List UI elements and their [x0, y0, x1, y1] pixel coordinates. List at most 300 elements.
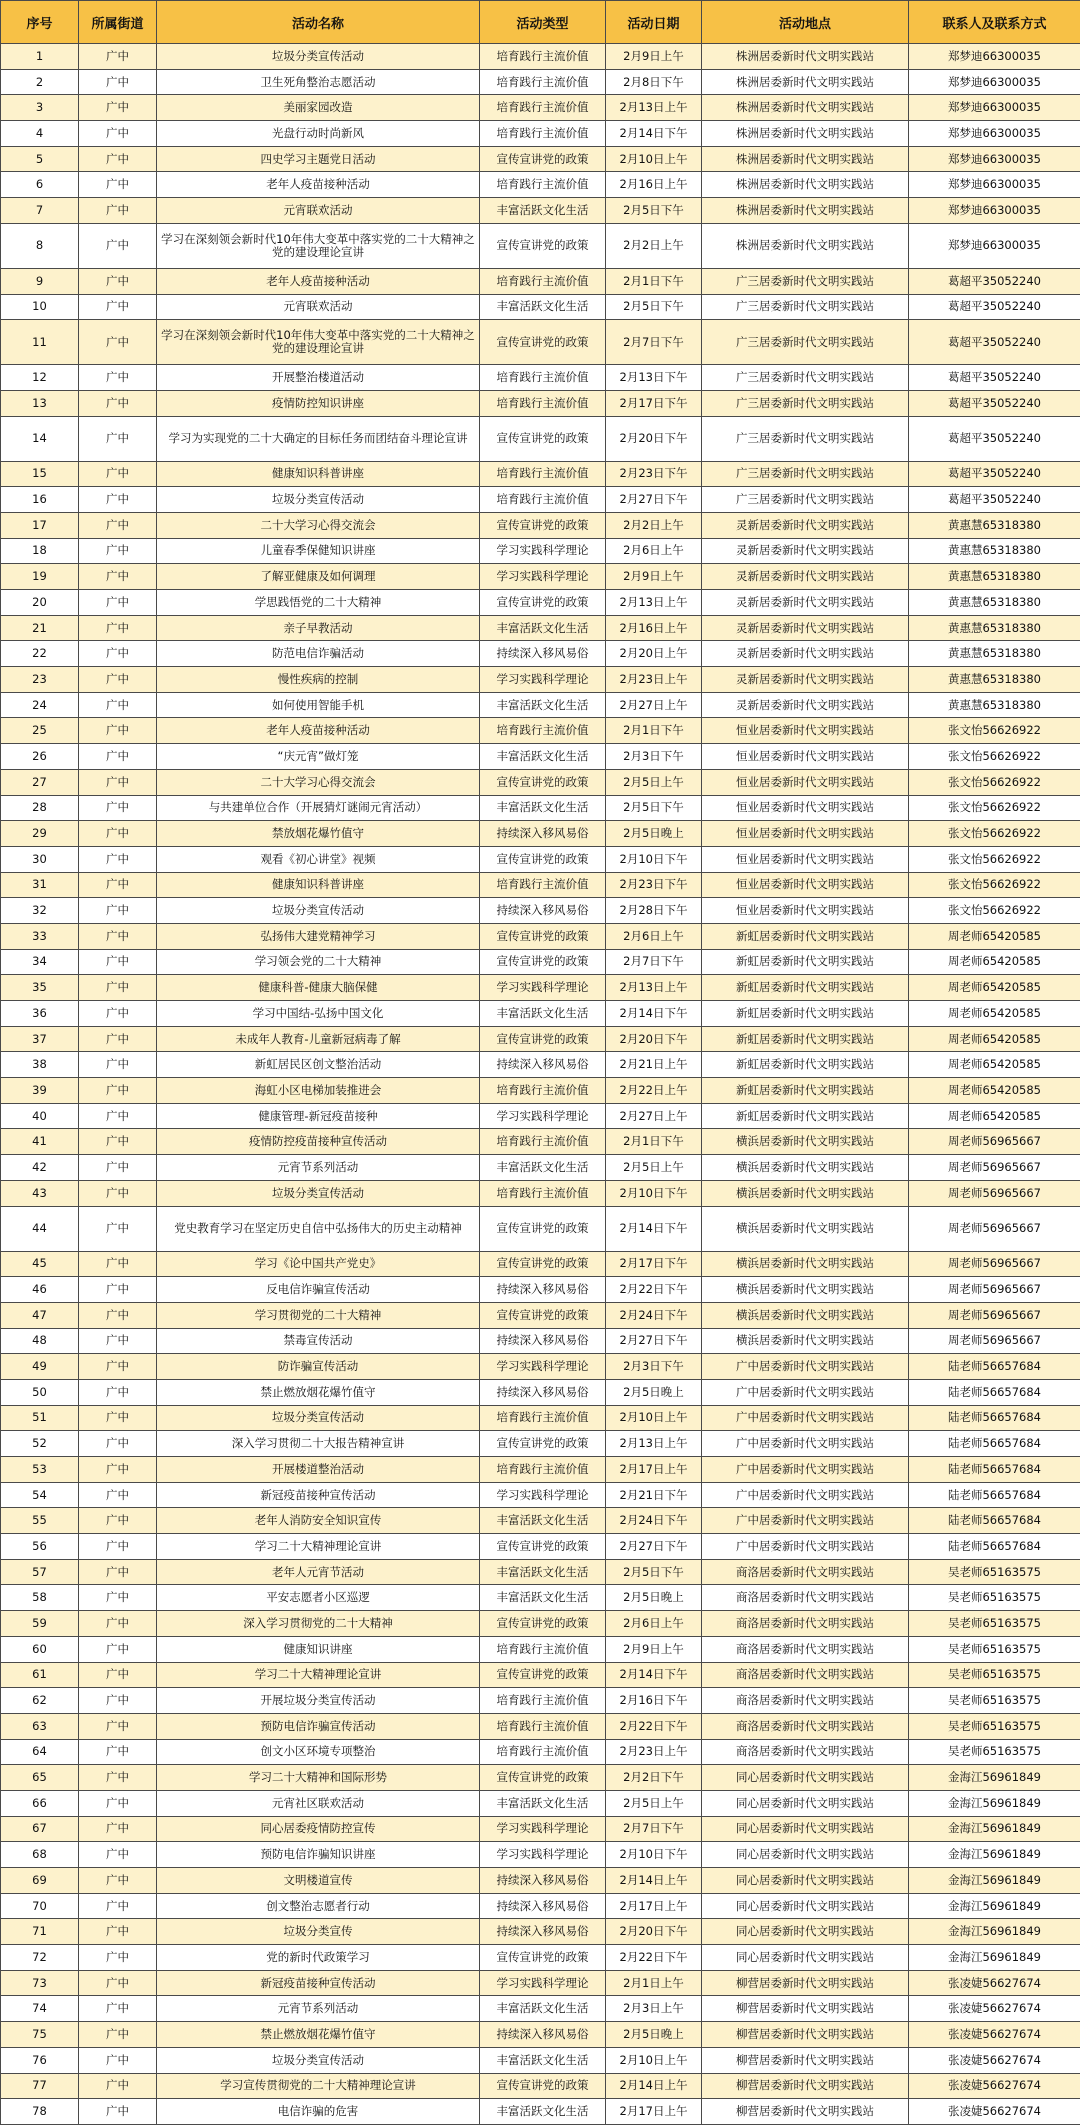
cell-street: 广中 [79, 1970, 157, 1996]
table-row [1, 641, 1080, 667]
cell-activity-date: 2月1日下午 [606, 718, 702, 744]
cell-activity-type: 宣传宣讲党的政策 [480, 1611, 606, 1637]
cell-street: 广中 [79, 172, 157, 198]
table-row [1, 795, 1080, 821]
cell-activity-name: 学习宣传贯彻党的二十大精神理论宣讲 [157, 2073, 480, 2099]
cell-activity-type: 宣传宣讲党的政策 [480, 1206, 606, 1251]
cell-street: 广中 [79, 1302, 157, 1328]
cell-activity-type: 学习实践科学理论 [480, 564, 606, 590]
cell-contact: 黄惠慧65318380 [909, 512, 1080, 538]
cell-contact: 黄惠慧65318380 [909, 641, 1080, 667]
cell-street: 广中 [79, 1457, 157, 1483]
cell-index: 49 [1, 1354, 79, 1380]
cell-contact: 张凌婕56627674 [909, 2022, 1080, 2048]
cell-index: 30 [1, 846, 79, 872]
cell-activity-type: 丰富活跃文化生活 [480, 1155, 606, 1181]
cell-street: 广中 [79, 795, 157, 821]
cell-street: 广中 [79, 1129, 157, 1155]
cell-street: 广中 [79, 1611, 157, 1637]
cell-contact: 金海江56961849 [909, 1816, 1080, 1842]
cell-activity-name: 同心居委疫情防控宣传 [157, 1816, 480, 1842]
table-row [1, 2073, 1080, 2099]
cell-activity-type: 持续深入移风易俗 [480, 1277, 606, 1303]
cell-activity-name: 开展整治楼道活动 [157, 365, 480, 391]
cell-activity-name: 预防电信诈骗知识讲座 [157, 1842, 480, 1868]
cell-contact: 周老师65420585 [909, 975, 1080, 1001]
cell-index: 41 [1, 1129, 79, 1155]
cell-index: 57 [1, 1559, 79, 1585]
cell-activity-location: 横浜居委新时代文明实践站 [702, 1129, 909, 1155]
cell-activity-type: 宣传宣讲党的政策 [480, 1302, 606, 1328]
cell-activity-name: 深入学习贯彻党的二十大精神 [157, 1611, 480, 1637]
cell-activity-type: 丰富活跃文化生活 [480, 198, 606, 224]
cell-street: 广中 [79, 69, 157, 95]
cell-activity-type: 丰富活跃文化生活 [480, 1790, 606, 1816]
cell-activity-date: 2月27日下午 [606, 1534, 702, 1560]
table-row [1, 2099, 1080, 2125]
cell-activity-type: 持续深入移风易俗 [480, 1328, 606, 1354]
cell-index: 44 [1, 1206, 79, 1251]
table-body [1, 44, 1080, 2125]
cell-street: 广中 [79, 2047, 157, 2073]
cell-activity-type: 持续深入移风易俗 [480, 1893, 606, 1919]
cell-contact: 葛超平35052240 [909, 461, 1080, 487]
cell-index: 7 [1, 198, 79, 224]
cell-activity-name: 垃圾分类宣传活动 [157, 1405, 480, 1431]
cell-street: 广中 [79, 821, 157, 847]
cell-index: 69 [1, 1868, 79, 1894]
cell-activity-location: 同心居委新时代文明实践站 [702, 1945, 909, 1971]
table-row [1, 223, 1080, 268]
cell-activity-location: 广中居委新时代文明实践站 [702, 1379, 909, 1405]
cell-activity-location: 商洛居委新时代文明实践站 [702, 1662, 909, 1688]
cell-contact: 张文怡56626922 [909, 898, 1080, 924]
cell-activity-name: 老年人消防安全知识宣传 [157, 1508, 480, 1534]
cell-activity-type: 宣传宣讲党的政策 [480, 320, 606, 365]
cell-street: 广中 [79, 898, 157, 924]
cell-street: 广中 [79, 1893, 157, 1919]
cell-activity-name: 老年人元宵节活动 [157, 1559, 480, 1585]
cell-contact: 郑梦迪66300035 [909, 95, 1080, 121]
cell-index: 20 [1, 590, 79, 616]
cell-activity-name: 与共建单位合作（开展猜灯谜闹元宵活动） [157, 795, 480, 821]
table-row [1, 294, 1080, 320]
cell-activity-type: 丰富活跃文化生活 [480, 692, 606, 718]
cell-activity-type: 宣传宣讲党的政策 [480, 512, 606, 538]
cell-index: 24 [1, 692, 79, 718]
cell-activity-type: 宣传宣讲党的政策 [480, 846, 606, 872]
table-row [1, 1611, 1080, 1637]
cell-street: 广中 [79, 1103, 157, 1129]
cell-activity-date: 2月10日上午 [606, 1405, 702, 1431]
cell-activity-name: 开展楼道整治活动 [157, 1457, 480, 1483]
cell-activity-type: 持续深入移风易俗 [480, 641, 606, 667]
table-row [1, 487, 1080, 513]
cell-contact: 黄惠慧65318380 [909, 615, 1080, 641]
cell-activity-type: 宣传宣讲党的政策 [480, 1945, 606, 1971]
cell-index: 37 [1, 1026, 79, 1052]
table-row [1, 692, 1080, 718]
cell-activity-location: 商洛居委新时代文明实践站 [702, 1636, 909, 1662]
cell-activity-name: 创文整治志愿者行动 [157, 1893, 480, 1919]
cell-activity-date: 2月2日上午 [606, 512, 702, 538]
cell-activity-date: 2月28日下午 [606, 898, 702, 924]
cell-street: 广中 [79, 1765, 157, 1791]
cell-index: 16 [1, 487, 79, 513]
table-row [1, 1945, 1080, 1971]
cell-index: 27 [1, 769, 79, 795]
cell-activity-location: 株洲居委新时代文明实践站 [702, 172, 909, 198]
cell-activity-date: 2月3日下午 [606, 744, 702, 770]
cell-street: 广中 [79, 538, 157, 564]
cell-street: 广中 [79, 1688, 157, 1714]
cell-index: 76 [1, 2047, 79, 2073]
cell-activity-date: 2月16日下午 [606, 1688, 702, 1714]
cell-activity-name: 元宵节系列活动 [157, 1155, 480, 1181]
cell-activity-location: 柳营居委新时代文明实践站 [702, 2073, 909, 2099]
cell-activity-name: 老年人疫苗接种活动 [157, 718, 480, 744]
cell-index: 21 [1, 615, 79, 641]
cell-index: 73 [1, 1970, 79, 1996]
cell-street: 广中 [79, 1052, 157, 1078]
table-row [1, 121, 1080, 147]
cell-contact: 黄惠慧65318380 [909, 590, 1080, 616]
cell-index: 31 [1, 872, 79, 898]
table-row [1, 1713, 1080, 1739]
cell-contact: 郑梦迪66300035 [909, 198, 1080, 224]
cell-contact: 陆老师56657684 [909, 1482, 1080, 1508]
cell-index: 25 [1, 718, 79, 744]
cell-activity-date: 2月20日上午 [606, 641, 702, 667]
cell-activity-name: 垃圾分类宣传活动 [157, 2047, 480, 2073]
cell-activity-name: 党的新时代政策学习 [157, 1945, 480, 1971]
cell-activity-date: 2月9日上午 [606, 564, 702, 590]
table-row [1, 172, 1080, 198]
cell-activity-location: 广三居委新时代文明实践站 [702, 416, 909, 461]
cell-index: 60 [1, 1636, 79, 1662]
cell-activity-name: 学习二十大精神理论宣讲 [157, 1534, 480, 1560]
table-row [1, 320, 1080, 365]
cell-activity-name: 元宵联欢活动 [157, 198, 480, 224]
cell-index: 33 [1, 923, 79, 949]
cell-index: 72 [1, 1945, 79, 1971]
cell-activity-name: 防范电信诈骗活动 [157, 641, 480, 667]
cell-index: 54 [1, 1482, 79, 1508]
cell-activity-type: 培育践行主流价值 [480, 872, 606, 898]
cell-activity-date: 2月9日上午 [606, 1636, 702, 1662]
cell-activity-location: 横浜居委新时代文明实践站 [702, 1251, 909, 1277]
cell-activity-location: 恒业居委新时代文明实践站 [702, 718, 909, 744]
cell-street: 广中 [79, 1945, 157, 1971]
cell-activity-name: 健康知识科普讲座 [157, 872, 480, 898]
cell-street: 广中 [79, 95, 157, 121]
cell-activity-name: 电信诈骗的危害 [157, 2099, 480, 2125]
cell-activity-location: 同心居委新时代文明实践站 [702, 1790, 909, 1816]
cell-activity-location: 广三居委新时代文明实践站 [702, 268, 909, 294]
cell-street: 广中 [79, 416, 157, 461]
cell-contact: 陆老师56657684 [909, 1431, 1080, 1457]
cell-contact: 陆老师56657684 [909, 1379, 1080, 1405]
cell-activity-location: 广中居委新时代文明实践站 [702, 1508, 909, 1534]
cell-index: 32 [1, 898, 79, 924]
cell-activity-type: 培育践行主流价值 [480, 1129, 606, 1155]
cell-activity-date: 2月7日下午 [606, 320, 702, 365]
cell-street: 广中 [79, 590, 157, 616]
cell-activity-date: 2月23日下午 [606, 872, 702, 898]
cell-activity-location: 株洲居委新时代文明实践站 [702, 69, 909, 95]
cell-street: 广中 [79, 667, 157, 693]
cell-activity-location: 新虹居委新时代文明实践站 [702, 1078, 909, 1104]
cell-index: 1 [1, 44, 79, 70]
cell-activity-date: 2月27日上午 [606, 692, 702, 718]
cell-index: 65 [1, 1765, 79, 1791]
table-row [1, 1790, 1080, 1816]
cell-activity-location: 新虹居委新时代文明实践站 [702, 1103, 909, 1129]
cell-contact: 周老师56965667 [909, 1302, 1080, 1328]
cell-activity-date: 2月20日下午 [606, 1026, 702, 1052]
cell-street: 广中 [79, 1001, 157, 1027]
cell-street: 广中 [79, 1431, 157, 1457]
cell-activity-name: 元宵节系列活动 [157, 1996, 480, 2022]
cell-contact: 郑梦迪66300035 [909, 121, 1080, 147]
cell-activity-date: 2月24日下午 [606, 1302, 702, 1328]
cell-activity-location: 广中居委新时代文明实践站 [702, 1431, 909, 1457]
cell-activity-name: 禁止燃放烟花爆竹值守 [157, 2022, 480, 2048]
cell-contact: 葛超平35052240 [909, 487, 1080, 513]
table-row [1, 821, 1080, 847]
cell-activity-name: 四史学习主题党日活动 [157, 146, 480, 172]
table-row [1, 1868, 1080, 1894]
cell-activity-type: 培育践行主流价值 [480, 390, 606, 416]
cell-street: 广中 [79, 1508, 157, 1534]
cell-activity-type: 宣传宣讲党的政策 [480, 416, 606, 461]
cell-street: 广中 [79, 512, 157, 538]
cell-activity-location: 新虹居委新时代文明实践站 [702, 1026, 909, 1052]
table-row [1, 1354, 1080, 1380]
cell-street: 广中 [79, 44, 157, 70]
cell-index: 66 [1, 1790, 79, 1816]
table-row [1, 1662, 1080, 1688]
cell-activity-name: 健康科普-健康大脑保健 [157, 975, 480, 1001]
cell-activity-date: 2月27日上午 [606, 1103, 702, 1129]
cell-activity-type: 培育践行主流价值 [480, 44, 606, 70]
cell-activity-name: 学习《论中国共产党史》 [157, 1251, 480, 1277]
cell-contact: 陆老师56657684 [909, 1534, 1080, 1560]
cell-index: 23 [1, 667, 79, 693]
cell-activity-location: 广中居委新时代文明实践站 [702, 1482, 909, 1508]
cell-street: 广中 [79, 1739, 157, 1765]
cell-street: 广中 [79, 365, 157, 391]
cell-contact: 葛超平35052240 [909, 268, 1080, 294]
cell-activity-date: 2月21日上午 [606, 1052, 702, 1078]
cell-activity-date: 2月27日下午 [606, 1328, 702, 1354]
cell-index: 19 [1, 564, 79, 590]
header-activity-location: 活动地点 [702, 1, 909, 44]
cell-street: 广中 [79, 121, 157, 147]
cell-activity-date: 2月14日上午 [606, 2073, 702, 2099]
cell-contact: 郑梦迪66300035 [909, 223, 1080, 268]
cell-street: 广中 [79, 1996, 157, 2022]
cell-activity-name: 新冠疫苗接种宣传活动 [157, 1482, 480, 1508]
cell-contact: 张文怡56626922 [909, 795, 1080, 821]
cell-activity-type: 丰富活跃文化生活 [480, 615, 606, 641]
table-row [1, 564, 1080, 590]
cell-activity-name: 反电信诈骗宣传活动 [157, 1277, 480, 1303]
table-row [1, 1508, 1080, 1534]
cell-street: 广中 [79, 923, 157, 949]
table-row [1, 1052, 1080, 1078]
cell-street: 广中 [79, 1354, 157, 1380]
table-row [1, 1251, 1080, 1277]
cell-activity-name: 禁毒宣传活动 [157, 1328, 480, 1354]
cell-activity-date: 2月1日上午 [606, 1970, 702, 1996]
cell-index: 78 [1, 2099, 79, 2125]
cell-activity-name: “庆元宵”做灯笼 [157, 744, 480, 770]
cell-activity-date: 2月5日下午 [606, 1559, 702, 1585]
cell-index: 6 [1, 172, 79, 198]
cell-activity-type: 学习实践科学理论 [480, 667, 606, 693]
table-row [1, 1688, 1080, 1714]
cell-activity-name: 元宵联欢活动 [157, 294, 480, 320]
header-contact: 联系人及联系方式 [909, 1, 1080, 44]
cell-index: 75 [1, 2022, 79, 2048]
cell-index: 56 [1, 1534, 79, 1560]
cell-contact: 张文怡56626922 [909, 872, 1080, 898]
cell-index: 14 [1, 416, 79, 461]
cell-street: 广中 [79, 1328, 157, 1354]
table-row [1, 1180, 1080, 1206]
header-activity-name: 活动名称 [157, 1, 480, 44]
cell-activity-name: 学习领会党的二十大精神 [157, 949, 480, 975]
cell-activity-name: 新虹居民区创文整治活动 [157, 1052, 480, 1078]
cell-street: 广中 [79, 975, 157, 1001]
cell-contact: 葛超平35052240 [909, 294, 1080, 320]
cell-activity-type: 持续深入移风易俗 [480, 821, 606, 847]
cell-activity-location: 灵新居委新时代文明实践站 [702, 590, 909, 616]
table-row [1, 512, 1080, 538]
cell-contact: 周老师56965667 [909, 1251, 1080, 1277]
cell-street: 广中 [79, 223, 157, 268]
cell-activity-type: 学习实践科学理论 [480, 975, 606, 1001]
cell-contact: 张凌婕56627674 [909, 1970, 1080, 1996]
cell-contact: 周老师65420585 [909, 923, 1080, 949]
cell-activity-name: 垃圾分类宣传活动 [157, 898, 480, 924]
cell-activity-type: 宣传宣讲党的政策 [480, 1662, 606, 1688]
cell-activity-location: 广三居委新时代文明实践站 [702, 487, 909, 513]
cell-index: 13 [1, 390, 79, 416]
cell-activity-location: 柳营居委新时代文明实践站 [702, 2047, 909, 2073]
cell-activity-location: 株洲居委新时代文明实践站 [702, 198, 909, 224]
cell-activity-name: 二十大学习心得交流会 [157, 769, 480, 795]
table-row [1, 1765, 1080, 1791]
cell-activity-type: 丰富活跃文化生活 [480, 2099, 606, 2125]
table-row [1, 1482, 1080, 1508]
cell-index: 61 [1, 1662, 79, 1688]
cell-contact: 张文怡56626922 [909, 744, 1080, 770]
table-row [1, 1277, 1080, 1303]
cell-street: 广中 [79, 769, 157, 795]
cell-activity-name: 学习贯彻党的二十大精神 [157, 1302, 480, 1328]
cell-street: 广中 [79, 1713, 157, 1739]
cell-activity-location: 新虹居委新时代文明实践站 [702, 1001, 909, 1027]
header-street: 所属街道 [79, 1, 157, 44]
cell-contact: 郑梦迪66300035 [909, 172, 1080, 198]
cell-contact: 黄惠慧65318380 [909, 538, 1080, 564]
header-activity-type: 活动类型 [480, 1, 606, 44]
cell-activity-date: 2月13日上午 [606, 590, 702, 616]
cell-street: 广中 [79, 615, 157, 641]
cell-activity-name: 垃圾分类宣传 [157, 1919, 480, 1945]
cell-activity-name: 禁放烟花爆竹值守 [157, 821, 480, 847]
cell-activity-name: 新冠疫苗接种宣传活动 [157, 1970, 480, 1996]
cell-street: 广中 [79, 744, 157, 770]
cell-street: 广中 [79, 1842, 157, 1868]
cell-activity-type: 持续深入移风易俗 [480, 1868, 606, 1894]
table-row [1, 1636, 1080, 1662]
cell-activity-type: 培育践行主流价值 [480, 172, 606, 198]
cell-activity-location: 商洛居委新时代文明实践站 [702, 1713, 909, 1739]
table-row [1, 1328, 1080, 1354]
cell-index: 59 [1, 1611, 79, 1637]
cell-index: 55 [1, 1508, 79, 1534]
cell-activity-date: 2月17日上午 [606, 1457, 702, 1483]
cell-contact: 周老师56965667 [909, 1206, 1080, 1251]
cell-index: 8 [1, 223, 79, 268]
cell-activity-location: 灵新居委新时代文明实践站 [702, 512, 909, 538]
cell-index: 28 [1, 795, 79, 821]
cell-contact: 周老师56965667 [909, 1328, 1080, 1354]
cell-activity-location: 同心居委新时代文明实践站 [702, 1868, 909, 1894]
cell-activity-location: 柳营居委新时代文明实践站 [702, 2099, 909, 2125]
cell-activity-type: 培育践行主流价值 [480, 1688, 606, 1714]
cell-street: 广中 [79, 2099, 157, 2125]
cell-activity-location: 灵新居委新时代文明实践站 [702, 538, 909, 564]
cell-activity-date: 2月6日上午 [606, 923, 702, 949]
cell-activity-type: 学习实践科学理论 [480, 1354, 606, 1380]
cell-activity-location: 广中居委新时代文明实践站 [702, 1457, 909, 1483]
cell-contact: 黄惠慧65318380 [909, 692, 1080, 718]
cell-activity-location: 株洲居委新时代文明实践站 [702, 146, 909, 172]
cell-contact: 吴老师65163575 [909, 1611, 1080, 1637]
cell-activity-date: 2月5日下午 [606, 294, 702, 320]
cell-activity-location: 同心居委新时代文明实践站 [702, 1816, 909, 1842]
cell-activity-type: 培育践行主流价值 [480, 365, 606, 391]
cell-activity-date: 2月5日晚上 [606, 1379, 702, 1405]
cell-index: 39 [1, 1078, 79, 1104]
cell-activity-name: 光盘行动时尚新风 [157, 121, 480, 147]
cell-index: 11 [1, 320, 79, 365]
cell-activity-location: 柳营居委新时代文明实践站 [702, 1996, 909, 2022]
cell-contact: 张文怡56626922 [909, 821, 1080, 847]
cell-index: 51 [1, 1405, 79, 1431]
cell-activity-date: 2月14日下午 [606, 121, 702, 147]
cell-contact: 张凌婕56627674 [909, 2047, 1080, 2073]
cell-index: 38 [1, 1052, 79, 1078]
cell-activity-date: 2月5日晚上 [606, 821, 702, 847]
table-row [1, 615, 1080, 641]
cell-activity-type: 宣传宣讲党的政策 [480, 1026, 606, 1052]
cell-street: 广中 [79, 1277, 157, 1303]
cell-activity-name: 亲子早教活动 [157, 615, 480, 641]
cell-activity-location: 横浜居委新时代文明实践站 [702, 1206, 909, 1251]
cell-activity-date: 2月22日下午 [606, 1945, 702, 1971]
cell-activity-location: 广中居委新时代文明实践站 [702, 1534, 909, 1560]
header-activity-date: 活动日期 [606, 1, 702, 44]
cell-contact: 周老师56965667 [909, 1155, 1080, 1181]
cell-activity-name: 元宵社区联欢活动 [157, 1790, 480, 1816]
table-row [1, 1457, 1080, 1483]
cell-activity-location: 横浜居委新时代文明实践站 [702, 1155, 909, 1181]
